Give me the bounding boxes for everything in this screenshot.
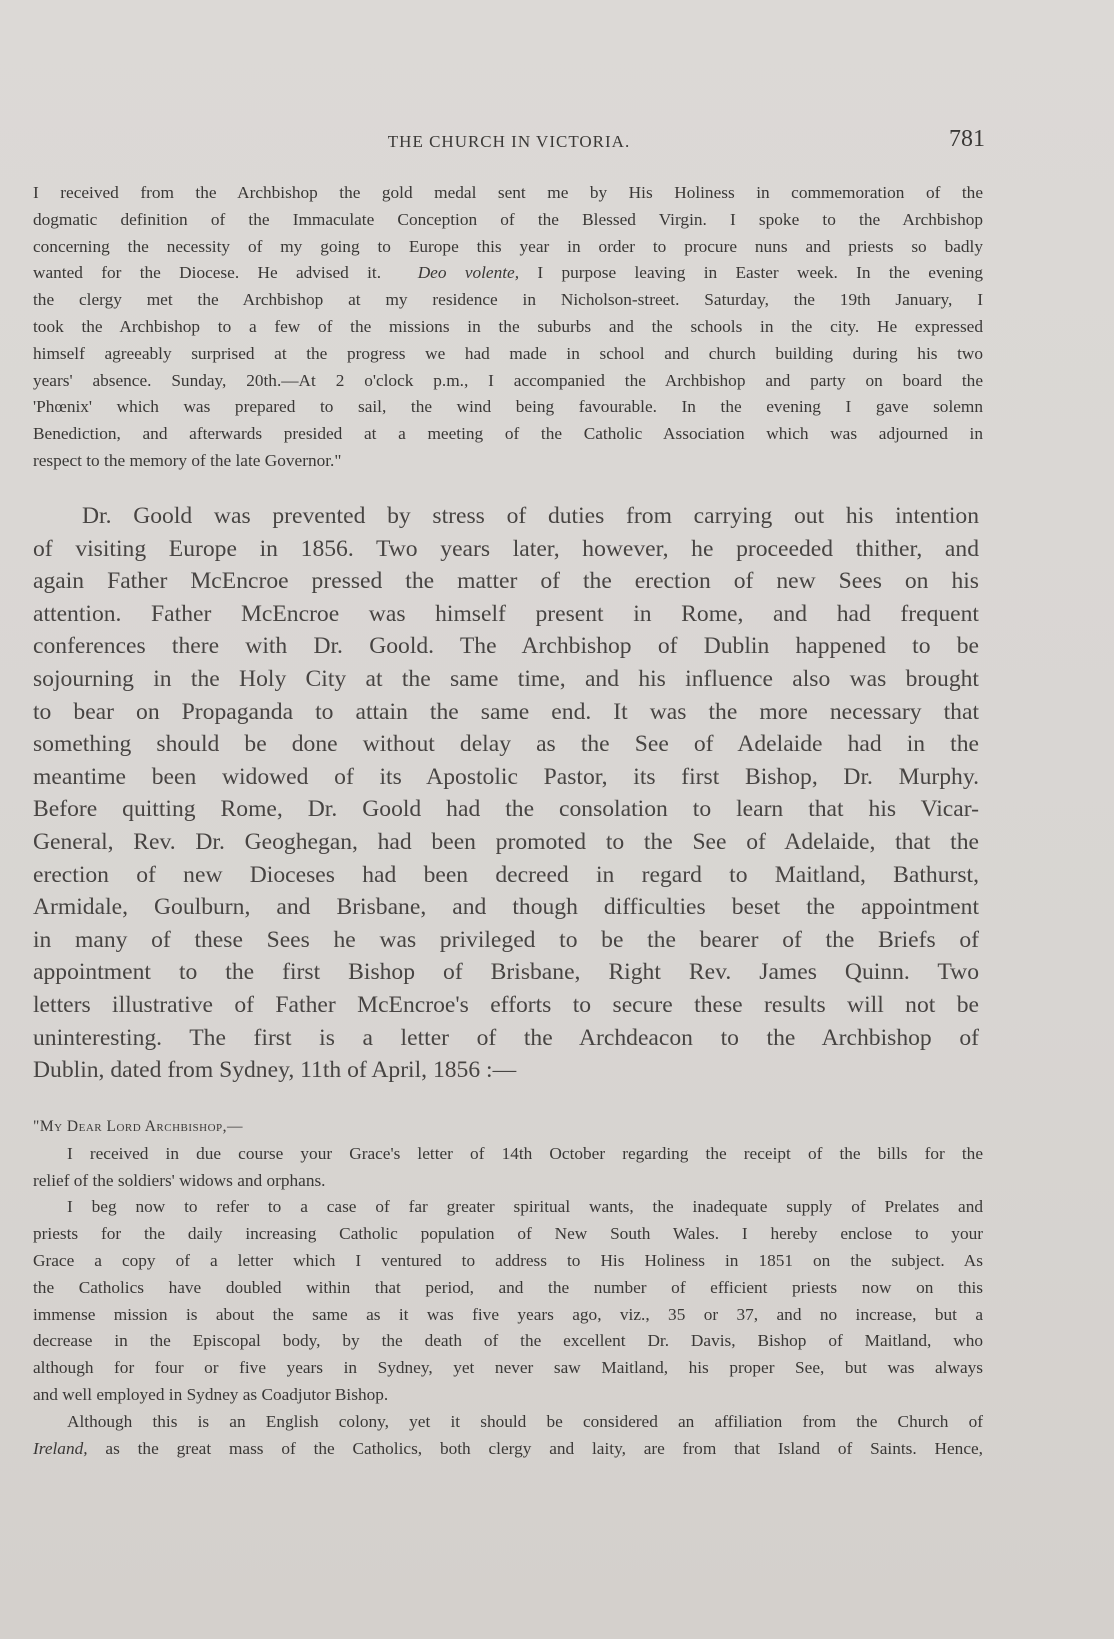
letter-passage [33,1114,983,1462]
text-line: conferences there with Dr. Goold. The Archbishop of Dublin happened to be [33,633,979,660]
text-line [33,260,983,287]
text-line: I beg now to refer to a case of far greater spiritual wants, the inadequate supply of Prelates and [67,1197,983,1217]
running-title: THE CHURCH IN VICTORIA. [387,132,631,151]
text-line: to bear on Propaganda to attain the same end. It was the more necessary that [33,698,979,725]
page-header [33,128,985,158]
text-line: years' absence. Sunday, 20th.—At 2 o'clock p.m., I accompanied the Archbishop and party on board the [33,370,983,390]
text-line: sojourning in the Holy City at the same time, and his influence also was brought [33,665,979,692]
text-line: the clergy met the Archbishop at my residence in Nicholson-street. Saturday, the 19th January, I [33,290,983,310]
page-number: 781 [949,126,985,152]
text-line: in many of these Sees he was privileged to be the bearer of the Briefs of [33,926,979,953]
text-line: and well employed in Sydney as Coadjutor Bishop. [33,1384,389,1404]
text-segment: wanted for the Diocese. He advised it. [33,263,382,283]
text-line: appointment to the first Bishop of Brisbane, Right Rev. James Quinn. Two [33,959,979,986]
text-line: erection of new Dioceses had been decreed in regard to Maitland, Bathurst, [33,861,979,888]
main-paragraph [33,500,979,1087]
text-line: of visiting Europe in 1856. Two years later, however, he proceeded thither, and [33,535,979,562]
italic-phrase: Deo volente, [417,263,520,283]
text-line: Dr. Goold was prevented by stress of duties from carrying out his intention [82,503,979,529]
text-line: Dublin, dated from Sydney, 11th of April, 1856 :— [33,1057,517,1084]
text-line: Before quitting Rome, Dr. Goold had the consolation to learn that his Vicar- [33,796,979,823]
text-line: again Father McEncroe pressed the matter of the erection of new Sees on his [33,568,979,595]
text-line: letters illustrative of Father McEncroe's efforts to secure these results will not be [33,991,979,1018]
text-line: Armidale, Goulburn, and Brisbane, and though difficulties beset the appointment [33,894,979,921]
text-line: Benediction, and afterwards presided at a meeting of the Catholic Association which was adjourned in [33,424,983,444]
text-line: concerning the necessity of my going to Europe this year in order to procure nuns and priests so badly [33,236,983,256]
text-line: respect to the memory of the late Governor." [33,450,342,470]
text-line: priests for the daily increasing Catholic population of New South Wales. I hereby enclose to your [33,1224,983,1244]
text-line: uninteresting. The first is a letter of the Archdeacon to the Archbishop of [33,1024,979,1051]
text-line: I received in due course your Grace's letter of 14th October regarding the receipt of the bills for the [67,1143,983,1163]
text-line: decrease in the Episcopal body, by the death of the excellent Dr. Davis, Bishop of Maitland, who [33,1331,983,1351]
text-line: something should be done without delay as the See of Adelaide had in the [33,731,979,758]
text-line: dogmatic definition of the Immaculate Conception of the Blessed Virgin. I spoke to the Archbishop [33,209,983,229]
text-line: immense mission is about the same as it was five years ago, viz., 35 or 37, and no increase, but a [33,1304,983,1324]
text-line: I received from the Archbishop the gold medal sent me by His Holiness in commemoration of the [33,183,983,202]
text-segment: I purpose leaving in Easter week. In the evening [537,263,983,283]
text-line: meantime been widowed of its Apostolic Pastor, its first Bishop, Dr. Murphy. [33,763,979,790]
text-line: himself agreeably surprised at the progress we had made in school and church building during his two [33,343,983,363]
text-line: attention. Father McEncroe was himself present in Rome, and had frequent [33,600,979,627]
quoted-passage [33,180,983,475]
text-line: Grace a copy of a letter which I ventured to address to His Holiness in 1851 on the subject. As [33,1250,983,1270]
text-line: Although this is an English colony, yet it should be considered an affiliation from the Church of [67,1411,983,1431]
text-line: relief of the soldiers' widows and orphans. [33,1170,326,1190]
text-line: the Catholics have doubled within that period, and the number of efficient priests now on this [33,1277,983,1297]
text-line: although for four or five years in Sydney, yet never saw Maitland, his proper See, but was always [33,1358,983,1378]
text-line: 'Phœnix' which was prepared to sail, the wind being favourable. In the evening I gave solemn [33,397,983,417]
text-line [33,1436,983,1463]
text-line: General, Rev. Dr. Geoghegan, had been promoted to the See of Adelaide, that the [33,828,979,855]
letter-salutation: "My Dear Lord Archbishop,— [33,1118,244,1135]
text-line: took the Archbishop to a few of the missions in the suburbs and the schools in the city. He expressed [33,316,983,336]
italic-phrase: Ireland, [33,1438,88,1458]
text-segment: as the great mass of the Catholics, both clergy and laity, are from that Island of Saints. Hence, [105,1438,983,1458]
